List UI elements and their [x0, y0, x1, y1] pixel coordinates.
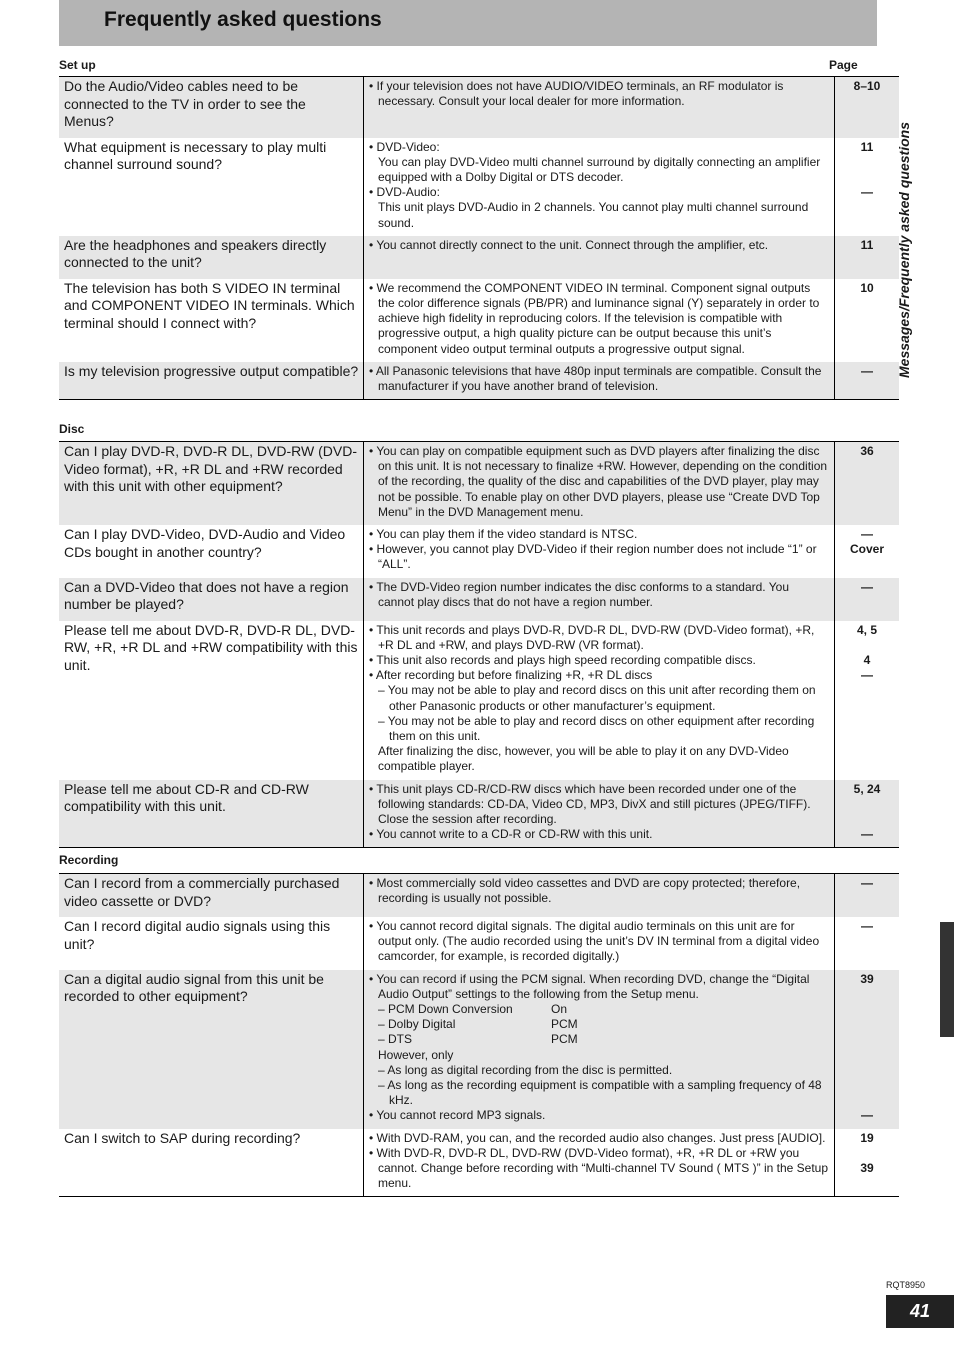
- page-reference: [835, 917, 900, 970]
- question: Can I switch to SAP during recording?: [59, 1129, 364, 1197]
- bullet-item: • Most commercially sold video cassettes and DVD are copy protected; therefore, recording is usually not possible.: [369, 876, 828, 906]
- bullet-item: • You cannot record MP3 signals.: [369, 1108, 828, 1123]
- bullet-item: • You cannot record digital signals. The digital audio terminals on this unit are for output only. (The audio recorded using the unit’s DV IN terminal from a digital video camcorder, for example, is recorded digitally.): [369, 919, 828, 965]
- section-title: Set up: [59, 58, 96, 72]
- page-ref: [835, 812, 899, 827]
- bullet-item: • DVD-Video:: [369, 140, 828, 155]
- page-ref: —: [861, 668, 873, 683]
- bullet-item: • You cannot directly connect to the unit. Connect through the amplifier, etc.: [369, 238, 828, 253]
- dash-item: – As long as digital recording from the disc is permitted.: [369, 1063, 828, 1078]
- setting-value: PCM: [551, 1032, 578, 1047]
- page-reference: [835, 442, 900, 526]
- question: Please tell me about DVD-R, DVD-R DL, DVD-RW, +R, +R DL and +RW compatibility with this unit.: [59, 621, 364, 780]
- page-ref: [835, 170, 899, 185]
- setting-item: [369, 1002, 828, 1017]
- page-ref: —: [861, 363, 873, 378]
- faq-row: [59, 442, 899, 526]
- page-ref: 10: [860, 280, 874, 295]
- page-ref: —: [861, 827, 873, 842]
- title-bar: [59, 0, 877, 46]
- answer: [364, 780, 835, 848]
- section-title: Recording: [59, 853, 119, 867]
- faq-row: [59, 77, 899, 138]
- answer: [364, 362, 835, 400]
- faq-row: [59, 621, 899, 780]
- page-ref: 39: [860, 971, 874, 986]
- bullet-item: • You can record if using the PCM signal. When recording DVD, change the “Digital Audio Output” settings to the following from the Setup menu.: [369, 972, 828, 1002]
- page-ref: Cover: [849, 542, 884, 557]
- answer: [364, 1129, 835, 1197]
- page-reference: [835, 236, 900, 279]
- faq-row: [59, 525, 899, 578]
- faq-row: [59, 279, 899, 362]
- faq-row: [59, 780, 899, 848]
- page-ref: 19: [860, 1130, 874, 1145]
- page-ref: [835, 638, 899, 653]
- question: Can a digital audio signal from this unit be recorded to other equipment?: [59, 970, 364, 1129]
- page-ref: [835, 1002, 899, 1017]
- page-ref: 11: [860, 237, 874, 252]
- page-reference: [835, 970, 900, 1129]
- page-reference: [835, 578, 900, 621]
- page-ref: —: [861, 185, 873, 200]
- answer: [364, 236, 835, 279]
- page-title: Frequently asked questions: [104, 8, 382, 31]
- question: Do the Audio/Video cables need to be connected to the TV in order to see the Menus?: [59, 77, 364, 138]
- page-reference: [835, 874, 900, 918]
- bullet-item: • We recommend the COMPONENT VIDEO IN terminal. Component signal outputs the color difference signals (PB/PR) and luminance signal (Y) separately in order to achieve high fidelity in reproducing colors. If the television is compatible with progressive output, a high quality picture can be output because this unit’s component video output terminal outputs a progressive output signal.: [369, 281, 828, 357]
- page-reference: [835, 1129, 900, 1197]
- page-reference: [835, 362, 900, 400]
- answer: [364, 621, 835, 780]
- document-code: RQT8950: [886, 1280, 926, 1290]
- question: Are the headphones and speakers directly connected to the unit?: [59, 236, 364, 279]
- question: The television has both S VIDEO IN terminal and COMPONENT VIDEO IN terminals. Which terminal should I connect with?: [59, 279, 364, 362]
- side-section-label: Messages/Frequently asked questions: [896, 122, 912, 378]
- page-reference: [835, 138, 900, 236]
- page-ref: [835, 1146, 899, 1161]
- dash-item: – As long as the recording equipment is compatible with a sampling frequency of 48 kHz.: [369, 1078, 828, 1108]
- setting-value: On: [551, 1002, 568, 1017]
- question: Can I play DVD-Video, DVD-Audio and Video CDs bought in another country?: [59, 525, 364, 578]
- faq-row: [59, 874, 899, 918]
- faq-table: [59, 873, 899, 1197]
- page-ref: [835, 1093, 899, 1108]
- section-tab-marker: [940, 922, 954, 1037]
- faq-row: [59, 578, 899, 621]
- setting-value: PCM: [551, 1017, 578, 1032]
- page-ref: [835, 1048, 899, 1063]
- bullet-item: • This unit also records and plays high speed recording compatible discs.: [369, 653, 828, 668]
- answer: [364, 525, 835, 578]
- bullet-item: • If your television does not have AUDIO/VIDEO terminals, an RF modulator is necessary. Consult your local dealer for more information.: [369, 79, 828, 109]
- page-ref: [835, 1032, 899, 1047]
- page-number: 41: [886, 1295, 954, 1328]
- bullet-item: • DVD-Audio:: [369, 185, 828, 200]
- bullet-item: • With DVD-RAM, you can, and the recorded audio also changes. Just press [AUDIO].: [369, 1131, 828, 1146]
- page-reference: [835, 780, 900, 848]
- setting-name: – Dolby Digital: [378, 1017, 456, 1032]
- page-ref: —: [861, 876, 873, 890]
- bullet-item: • All Panasonic televisions that have 480p input terminals are compatible. Consult the manufacturer if you have another brand of television.: [369, 364, 828, 394]
- page-reference: [835, 525, 900, 578]
- page-reference: [835, 77, 900, 138]
- answer-text: This unit plays DVD-Audio in 2 channels. You cannot play multi channel surround sound.: [378, 200, 809, 230]
- page-ref: 4: [863, 653, 871, 668]
- page-ref: 4, 5: [856, 622, 877, 637]
- answer-text: After finalizing the disc, however, you will be able to play it on any DVD-Video compatible player.: [378, 744, 789, 774]
- question: Can I play DVD-R, DVD-R DL, DVD-RW (DVD-Video format), +R, +R DL and +RW recorded with this unit with other equipment?: [59, 442, 364, 526]
- page-ref: —: [861, 527, 873, 542]
- page-ref: [835, 155, 899, 170]
- bullet-item: • You cannot write to a CD-R or CD-RW with this unit.: [369, 827, 828, 842]
- page-ref: —: [861, 579, 873, 594]
- bullet-item: • After recording but before finalizing +R, +R DL discs: [369, 668, 828, 683]
- dash-item: – You may not be able to play and record discs on other equipment after recording them on this unit.: [369, 714, 828, 744]
- question: Please tell me about CD-R and CD-RW compatibility with this unit.: [59, 780, 364, 848]
- answer: [364, 138, 835, 236]
- answer: [364, 279, 835, 362]
- page-ref: 39: [860, 1161, 874, 1176]
- dash-item: – You may not be able to play and record discs on this unit after recording them on other Panasonic products or other manufacturer’s equipment.: [369, 683, 828, 713]
- faq-row: [59, 1129, 899, 1197]
- answer-text: However, only: [378, 1047, 454, 1062]
- faq-row: [59, 138, 899, 236]
- bullet-item: • You can play on compatible equipment such as DVD players after finalizing the disc on this unit. It is not necessary to finalize +RW. However, depending on the condition of the recording, the quality of the disc and capabilities of the DVD player, play may not be possible. To enable play on other DVD players, please use “Create DVD Top Menu” in the DVD Management menu.: [369, 444, 828, 520]
- bullet-item: • This unit plays CD-R/CD-RW discs which have been recorded under one of the following standards: CD-DA, Video CD, MP3, DivX and still pictures (JPEG/TIFF). Close the session after recording.: [369, 782, 828, 828]
- setting-name: – DTS: [378, 1032, 413, 1047]
- faq-table: [59, 441, 899, 848]
- bullet-item: • However, you cannot play DVD-Video if their region number does not include “1” or “ALL”.: [369, 542, 828, 572]
- page-ref: [835, 987, 899, 1002]
- faq-row: [59, 362, 899, 400]
- bullet-item: • With DVD-R, DVD-R DL, DVD-RW (DVD-Video format), +R, +R DL or +RW you cannot. Change before recording with “Multi-channel TV Sound ( MTS )” in the Setup menu.: [369, 1146, 828, 1192]
- section-title: Disc: [59, 422, 85, 436]
- page-ref: 8–10: [853, 79, 881, 93]
- question: Is my television progressive output compatible?: [59, 362, 364, 400]
- question: Can a DVD-Video that does not have a region number be played?: [59, 578, 364, 621]
- page-column-label: Page: [829, 58, 858, 72]
- page-ref: 5, 24: [853, 781, 881, 796]
- answer-text: You can play DVD-Video multi channel surround by digitally connecting an amplifier equipped with a Dolby Digital or DTS decoder.: [378, 154, 821, 184]
- bullet-item: • The DVD-Video region number indicates the disc conforms to a standard. You cannot play discs that do not have a region number.: [369, 580, 828, 610]
- setting-item: [369, 1017, 828, 1032]
- page-ref: [835, 1017, 899, 1032]
- setting-item: [369, 1032, 828, 1047]
- faq-row: [59, 236, 899, 279]
- answer: [364, 77, 835, 138]
- bullet-item: • This unit records and plays DVD-R, DVD-R DL, DVD-RW (DVD-Video format), +R, +R DL and +RW, and plays DVD-RW (VR format).: [369, 623, 828, 653]
- faq-row: [59, 970, 899, 1129]
- question: Can I record digital audio signals using this unit?: [59, 917, 364, 970]
- page-reference: [835, 621, 900, 780]
- page-ref: —: [861, 919, 873, 933]
- faq-row: [59, 917, 899, 970]
- answer: [364, 442, 835, 526]
- page-ref: 11: [860, 139, 874, 154]
- answer: [364, 917, 835, 970]
- bullet-item: • You can play them if the video standard is NTSC.: [369, 527, 828, 542]
- setting-name: – PCM Down Conversion: [378, 1002, 513, 1017]
- answer: [364, 874, 835, 918]
- answer: [364, 578, 835, 621]
- faq-table: [59, 76, 899, 400]
- page-ref: —: [861, 1108, 873, 1123]
- page-reference: [835, 279, 900, 362]
- question: What equipment is necessary to play multi channel surround sound?: [59, 138, 364, 236]
- question: Can I record from a commercially purchased video cassette or DVD?: [59, 874, 364, 918]
- answer: [364, 970, 835, 1129]
- page-ref: 36: [860, 444, 874, 458]
- page-ref: [835, 797, 899, 812]
- page-ref: [835, 1063, 899, 1078]
- page-ref: [835, 1078, 899, 1093]
